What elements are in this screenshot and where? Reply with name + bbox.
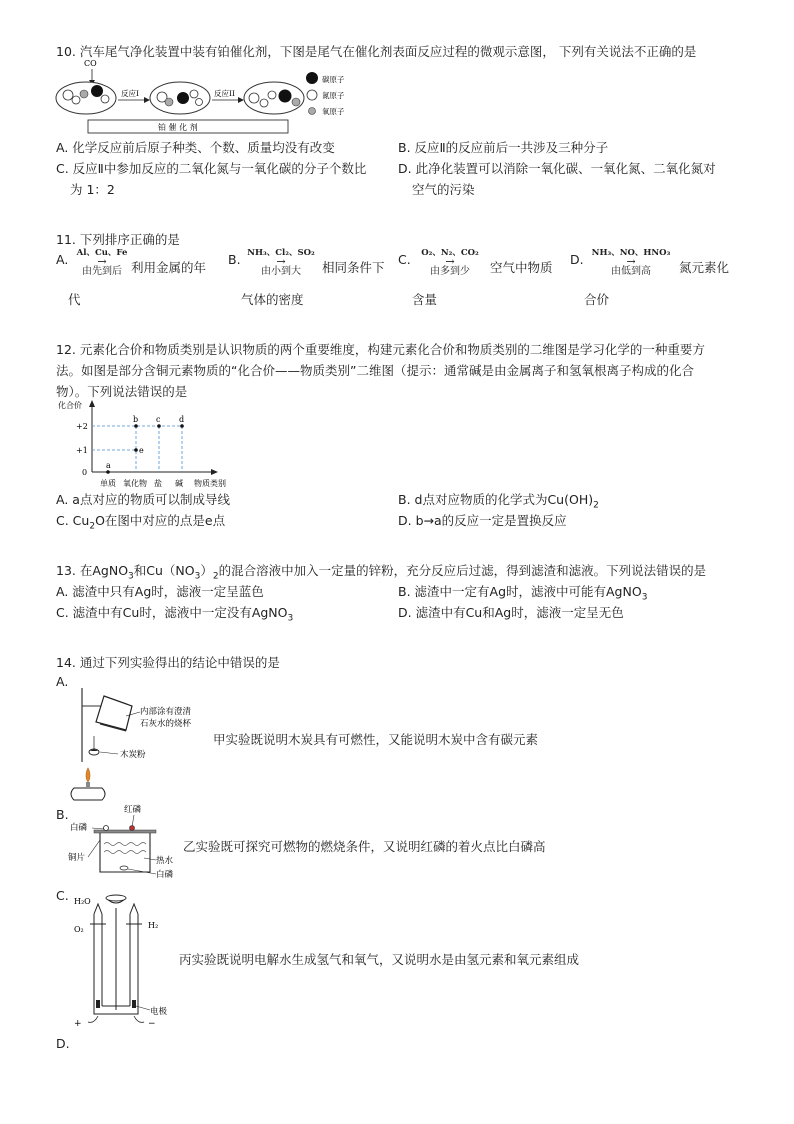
q14-experiment-c-figure — [70, 890, 180, 1030]
q14-option-d-label[interactable]: D. — [56, 1036, 70, 1051]
q11-b-formula: NH₃、Cl₂、SO₂ — [247, 248, 315, 258]
q12-valence-chart — [56, 398, 246, 490]
right-arrow-icon: → — [626, 255, 636, 268]
q14-option-a-text: 甲实验既说明木炭具有可燃性，又能说明木炭中含有碳元素 — [213, 732, 539, 747]
q14-b-white-phosphorus-label2: 白磷 — [156, 870, 174, 880]
q12-xtick-element: 单质 — [100, 479, 116, 488]
q10-option-d[interactable]: D. 此净化装置可以消除一氧化碳、一氧化氮、二氧化氮对 — [398, 161, 716, 176]
q12-point-b-label: b — [133, 415, 139, 424]
q11-option-a-label[interactable]: A. — [56, 252, 69, 267]
q14-c-h2o-label: H₂O — [74, 897, 91, 906]
q10-legend-nitrogen: 氮原子 — [322, 91, 345, 100]
q12-stem-line2: 法。如图是部分含铜元素物质的“化合价——物质类别”二维图（提示：通常碱是由金属离子和氢氧根离子构成的化合 — [56, 363, 694, 378]
q11-option-c-sequence — [412, 248, 488, 277]
q11-d-direction: 由低到高 — [611, 266, 651, 277]
q11-option-a-text2: 代 — [68, 292, 81, 307]
q11-d-formula: NH₃、NO、HNO₃ — [591, 248, 671, 258]
q14-b-red-phosphorus-label: 红磷 — [124, 805, 142, 815]
q11-c-formula: O₂、N₂、CO₂ — [421, 248, 479, 258]
q13-stem: 13. 在AgNO$_3$和$Cu(NO_3)_2$的混合溶液中加入一定量的锌粉，充分反应后过滤，得到滤渣和滤液。下列说法错误的是 — [56, 563, 707, 582]
q11-option-d-text2: 合价 — [584, 292, 610, 307]
oxygen-atom-icon — [309, 108, 316, 115]
q12-xtick-oxide: 氧化物 — [123, 479, 147, 488]
q14-option-b-text: 乙实验既可探究可燃物的燃烧条件，又说明红磷的着火点比白磷高 — [183, 839, 546, 854]
right-arrow-icon: → — [445, 255, 455, 268]
q12-option-b[interactable]: B. d点对应物质的化学式为$Cu(OH)_2$ — [398, 492, 599, 511]
q14-a-charcoal-label: 木炭粉 — [120, 750, 146, 760]
q12-point-b — [134, 424, 138, 428]
q13-option-a[interactable]: A. 滤渣中只有Ag时，滤液一定呈蓝色 — [56, 584, 264, 599]
q14-experiment-a-figure — [60, 684, 210, 802]
q12-point-e — [134, 448, 138, 452]
q13-option-b[interactable]: B. 滤渣中一定有Ag时，滤液中可能有AgNO$_3$ — [398, 584, 648, 603]
q14-option-b-label[interactable]: B. — [56, 807, 69, 822]
q10-option-d-cont: 空气的污染 — [412, 182, 475, 197]
q10-option-b[interactable]: B. 反应Ⅱ的反应前后一共涉及三种分子 — [398, 140, 609, 155]
q10-catalyst-label: 铂 催 化 剂 — [158, 123, 198, 132]
q14-option-c-text: 丙实验既说明电解水生成氢气和氧气，又说明水是由氢元素和氧元素组成 — [179, 952, 580, 967]
q12-point-a — [106, 470, 110, 474]
q10-legend-oxygen: 氧原子 — [322, 107, 345, 116]
q14-a-beaker-label1: 内部涂有澄清 — [140, 707, 192, 717]
q14-b-copper-label: 铜片 — [68, 853, 86, 863]
q10-co-label: CO — [84, 59, 97, 68]
q12-point-a-label: a — [106, 461, 111, 470]
q10-option-c[interactable]: C. 反应Ⅱ中参加反应的二氧化氮与一氧化碳的分子个数比 — [56, 161, 367, 176]
q12-y-axis-label: 化合价 — [58, 401, 82, 410]
q13-option-c[interactable]: C. 滤渣中有Cu时，滤液中一定没有AgNO$_3$ — [56, 605, 294, 624]
q13-option-d[interactable]: D. 滤渣中有Cu和Ag时，滤液一定呈无色 — [398, 605, 624, 620]
q11-option-d-text: 氮元素化 — [679, 260, 730, 275]
nitrogen-atom-icon — [307, 90, 317, 100]
q14-c-electrode-label: 电极 — [150, 1007, 168, 1017]
q11-option-d-label[interactable]: D. — [570, 252, 584, 267]
q14-experiment-b-figure — [66, 800, 186, 884]
q12-point-c — [157, 424, 161, 428]
q12-ytick-plus1: +1 — [76, 446, 88, 455]
q12-ytick-plus2: +2 — [76, 422, 88, 431]
q14-stem: 14. 通过下列实验得出的结论中错误的是 — [56, 655, 280, 670]
q11-option-d-sequence — [584, 248, 678, 277]
q12-xtick-salt: 盐 — [154, 479, 162, 488]
q12-point-d-label: d — [179, 415, 185, 424]
q11-option-a-text: 利用金属的年 — [131, 260, 207, 275]
q12-point-c-label: c — [156, 415, 161, 424]
q10-option-a[interactable]: A. 化学反应前后原子种类、个数、质量均没有改变 — [56, 140, 335, 155]
right-arrow-icon: → — [276, 255, 286, 268]
q11-option-b-text: 相同条件下 — [322, 260, 385, 275]
q12-ytick-zero: 0 — [82, 468, 88, 477]
q14-c-h2-label: H₂ — [148, 921, 159, 930]
q12-point-d — [180, 424, 184, 428]
q14-c-minus-label: − — [148, 1019, 156, 1029]
q14-b-hot-water-label: 热水 — [156, 856, 174, 866]
q14-option-a-label[interactable]: A. — [56, 674, 69, 689]
q11-option-b-sequence — [240, 248, 322, 277]
q10-option-c-cont: 为 1：2 — [70, 182, 115, 197]
q11-c-direction: 由多到少 — [430, 266, 470, 277]
q10-legend-carbon: 碳原子 — [322, 75, 345, 84]
right-arrow-icon: → — [97, 255, 107, 268]
q12-option-d[interactable]: D. b→a的反应一定是置换反应 — [398, 513, 567, 528]
q11-option-b-text2: 气体的密度 — [241, 292, 304, 307]
q12-option-a[interactable]: A. a点对应的物质可以制成导线 — [56, 492, 230, 507]
q11-a-formula: Al、Cu、Fe — [76, 248, 128, 258]
q10-reaction2-label: 反应II — [214, 89, 235, 98]
q14-a-beaker-label2: 石灰水的烧杯 — [140, 719, 192, 729]
q11-option-b-label[interactable]: B. — [228, 252, 241, 267]
q11-option-c-text2: 含量 — [412, 292, 438, 307]
q14-b-white-phosphorus-label: 白磷 — [70, 823, 88, 833]
q12-stem-line3: 物）。下列说法错误的是 — [56, 384, 188, 399]
carbon-atom-icon — [306, 72, 318, 84]
q11-option-a-sequence — [72, 248, 132, 277]
q10-reaction1-label: 反应I — [121, 89, 139, 98]
q14-option-c-label[interactable]: C. — [56, 888, 69, 903]
q12-xtick-base: 碱 — [175, 479, 183, 488]
q12-x-axis-label: 物质类别 — [194, 479, 226, 488]
q11-option-c-text: 空气中物质 — [490, 260, 553, 275]
q11-option-c-label[interactable]: C. — [398, 252, 411, 267]
q12-option-c[interactable]: C. $Cu_2O$在图中对应的点是e点 — [56, 513, 226, 532]
q14-c-plus-label: + — [74, 1019, 82, 1029]
q10-reaction-diagram — [54, 58, 364, 138]
flame-icon — [86, 768, 90, 782]
q12-stem-line1: 12. 元素化合价和物质类别是认识物质的两个重要维度，构建元素化合价和物质类别的二维图是学习化学的一种重要方 — [56, 342, 705, 357]
q11-a-direction: 由先到后 — [82, 266, 122, 277]
q12-point-e-label: e — [139, 446, 144, 455]
q14-c-o2-label: O₂ — [74, 925, 84, 934]
q11-b-direction: 由小到大 — [261, 266, 301, 277]
q11-stem: 11. 下列排序正确的是 — [56, 232, 180, 247]
q10-stem: 10. 汽车尾气净化装置中装有铂催化剂，下图是尾气在催化剂表面反应过程的微观示意图， 下列有关说法不正确的是 — [56, 44, 697, 59]
